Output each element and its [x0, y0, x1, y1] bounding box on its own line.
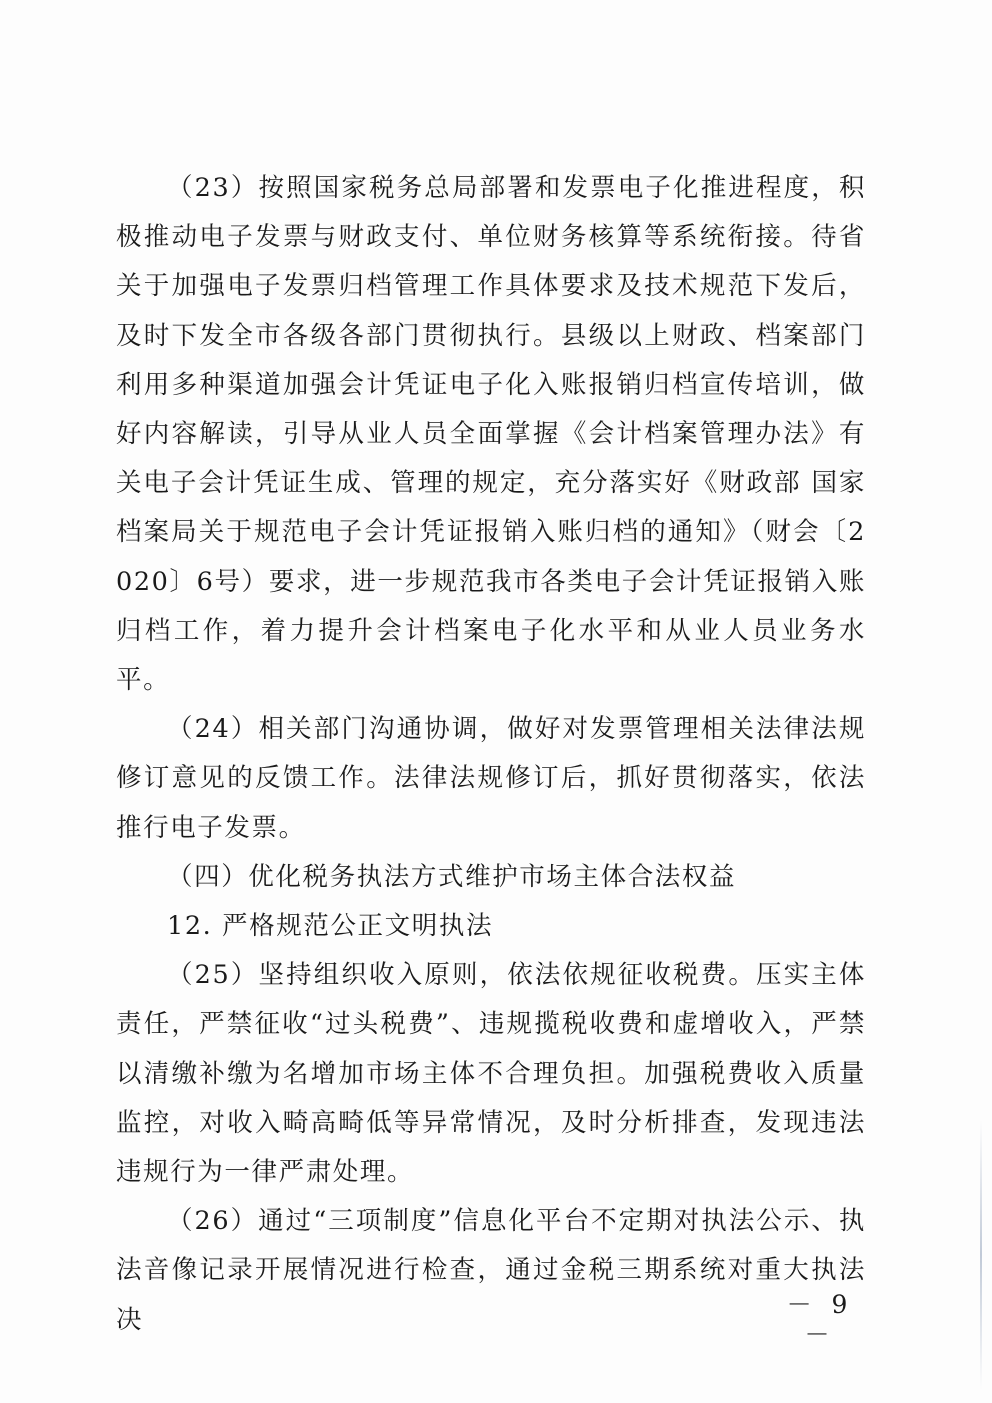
- section-heading-4: （四）优化税务执法方式维护市场主体合法权益: [167, 861, 737, 892]
- document-body: [116, 164, 866, 1345]
- paragraph-item-25: （25）坚持组织收入原则，依法依规征收税费。压实主体责任，严禁征收“过头税费”、违规揽税收费和虚增收入，严禁以清缴补缴为名增加市场主体不合理负担。加强税费收入质量监控，对收入畸高畸低等异常情况，及时分析排查，发现违法违规行为一律严肃处理。: [116, 960, 866, 1188]
- paragraph-item-26: （26）通过“三项制度”信息化平台不定期对执法公示、执法音像记录开展情况进行检查，通过金税三期系统对重大执法决: [116, 1206, 866, 1335]
- scan-edge-mark: [980, 1120, 982, 1390]
- page-number: － 9 －: [786, 1290, 854, 1349]
- paragraph-item-24: （24）相关部门沟通协调，做好对发票管理相关法律法规修订意见的反馈工作。法律法规修订后，抓好贯彻落实，依法推行电子发票。: [116, 714, 866, 843]
- paragraph-item-23: （23）按照国家税务总局部署和发票电子化推进程度，积极推动电子发票与财政支付、单位财务核算等系统衔接。待省关于加强电子发票归档管理工作具体要求及技术规范下发后，及时下发全市各级各部门贯彻执行。县级以上财政、档案部门利用多种渠道加强会计凭证电子化入账报销归档宣传培训，做好内容解读，引导从业人员全面掌握《会计档案管理办法》有关电子会计凭证生成、管理的规定，充分落实好《财政部 国家档案局关于规范电子会计凭证报销入账归档的通知》（财会〔2020〕6号）要求，进一步规范我市各类电子会计凭证报销入账归档工作，着力提升会计档案电子化水平和从业人员业务水平。: [116, 173, 866, 696]
- subheading-12: 12. 严格规范公正文明执法: [167, 911, 494, 942]
